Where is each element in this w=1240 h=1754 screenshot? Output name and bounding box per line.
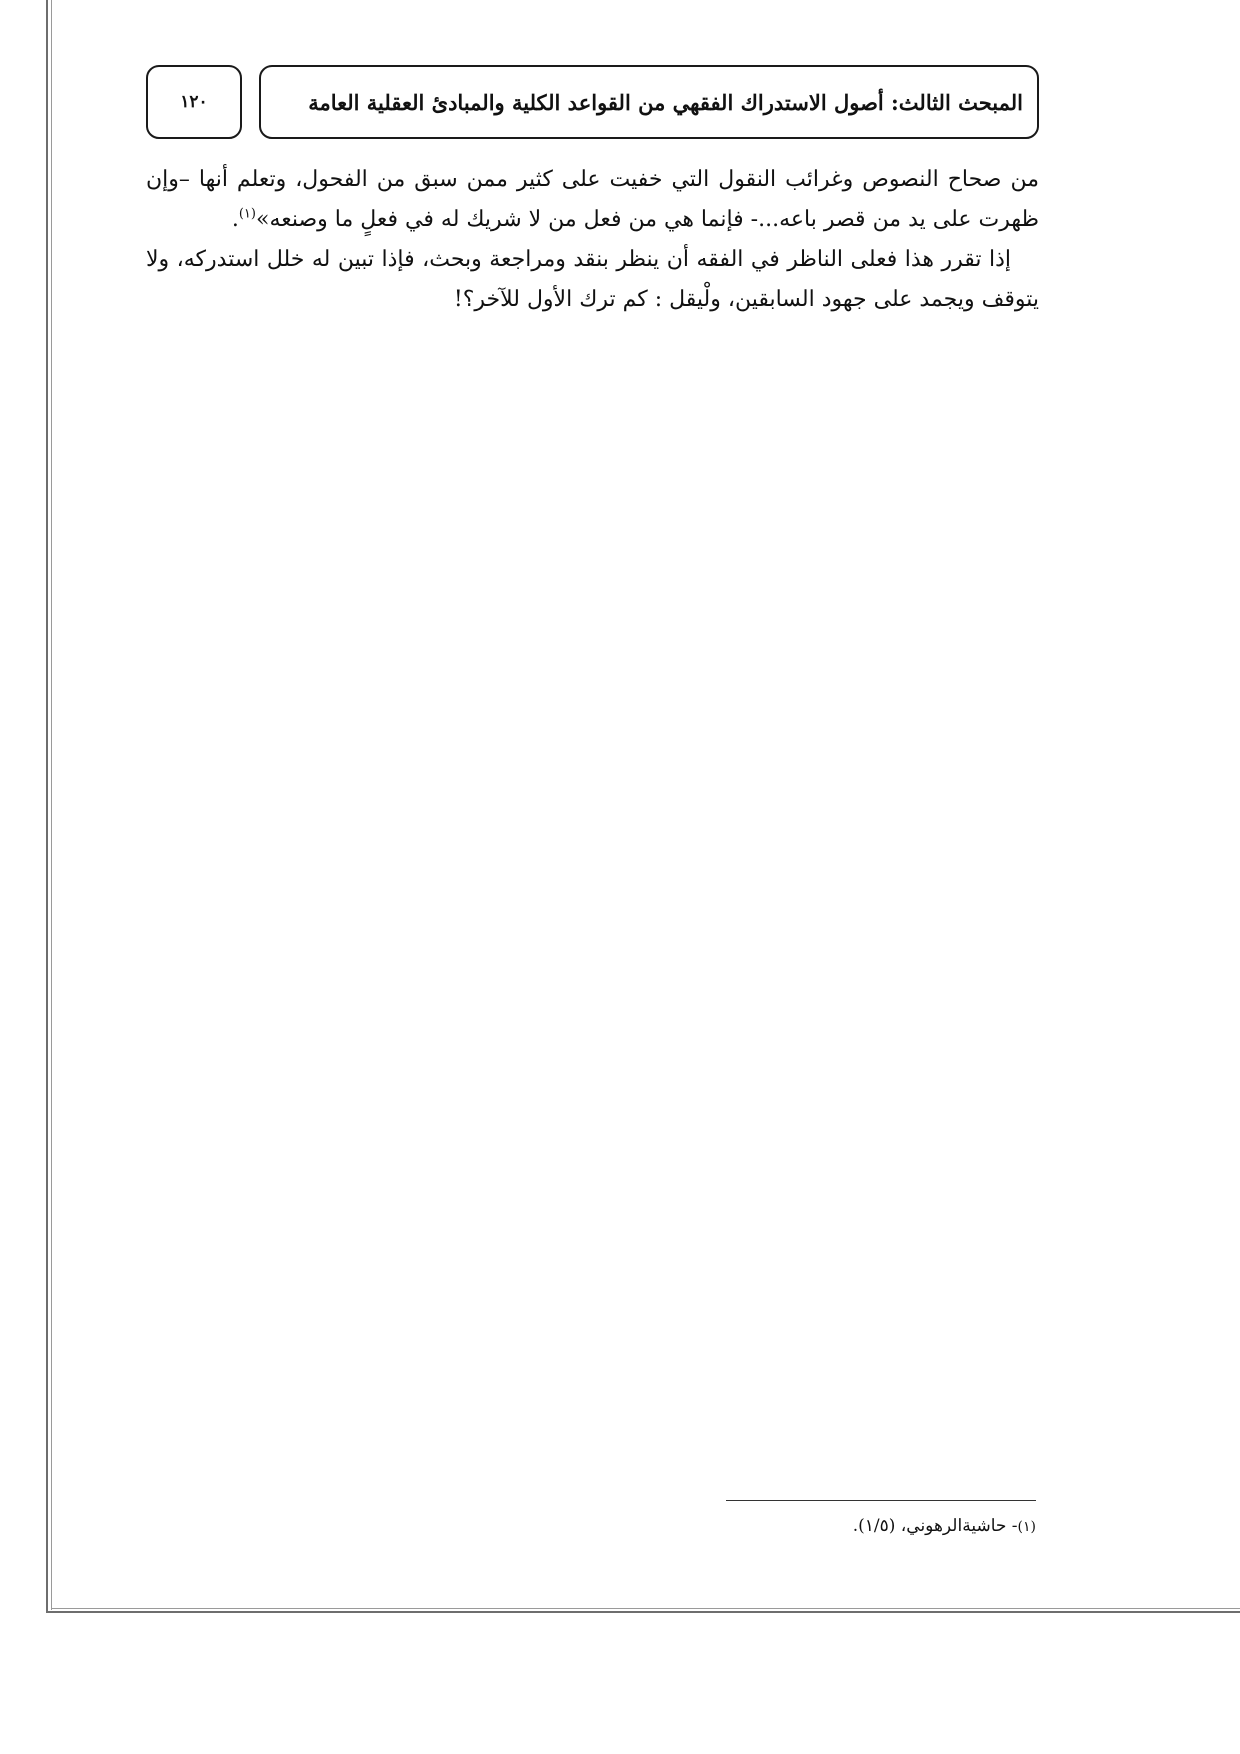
- footnote: [600, 1516, 1036, 1536]
- footnote-text: - حاشيةالرهوني، (١/٥).: [852, 1516, 1018, 1536]
- body-text: [146, 160, 1039, 320]
- page-border-bottom: [46, 1611, 1240, 1613]
- page-number-box: [146, 65, 242, 139]
- paragraph: [146, 160, 1039, 240]
- paragraph-text: من صحاح النصوص وغرائب النقول التي خفيت على كثير ممن سبق من الفحول، وتعلم أنها –وإن ظهرت على يد من قصر باعه...- فإنما هي من فعل من لا شريك له في فعلٍ ما وصنعه»: [146, 167, 1039, 232]
- page-border-left: [46, 0, 48, 1613]
- page-border-bottom-inner: [51, 1608, 1240, 1609]
- footnote-reference: (١): [238, 206, 256, 222]
- page-border-left-inner: [51, 0, 52, 1610]
- paragraph-end: .: [231, 207, 239, 232]
- running-header-title: [259, 65, 1039, 139]
- footnote-marker: (١): [1017, 1519, 1036, 1535]
- paragraph-text: إذا تقرر هذا فعلى الناظر في الفقه أن ينظر بنقد ومراجعة وبحث، فإذا تبين له خلل استدركه، ولا يتوقف ويجمد على جهود السابقين، ولْيقل : كم ترك الأول للآخر؟!: [146, 247, 1039, 312]
- footnote-separator: [726, 1500, 1036, 1501]
- paragraph: [146, 240, 1039, 320]
- page-number: ١٢٠: [180, 92, 208, 112]
- header-title-text: المبحث الثالث: أصول الاستدراك الفقهي من القواعد الكلية والمبادئ العقلية العامة: [308, 89, 1023, 115]
